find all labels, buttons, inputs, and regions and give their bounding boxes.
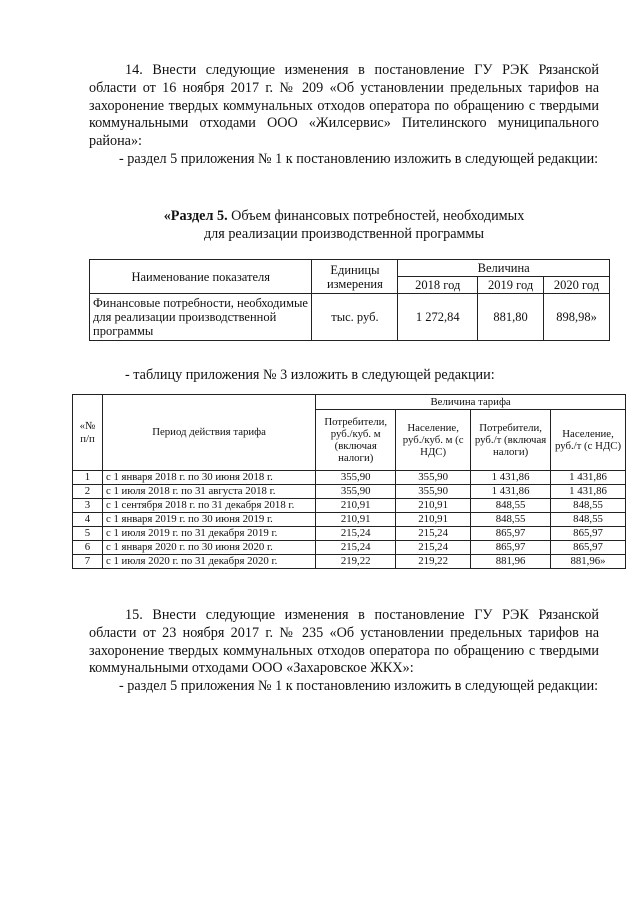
tariff-value: 355,90 xyxy=(396,485,471,499)
indicator-name: Финансовые потребности, необходимые для реализации производственной программы xyxy=(90,294,312,341)
header-number: «№ п/п xyxy=(73,395,103,471)
tariff-table xyxy=(72,394,626,569)
row-number: 2 xyxy=(73,485,103,499)
header-year: 2019 год xyxy=(478,277,544,294)
tariff-value: 215,24 xyxy=(396,541,471,555)
row-number: 4 xyxy=(73,513,103,527)
header-year: 2018 год xyxy=(398,277,478,294)
indicator-value: 898,98» xyxy=(544,294,610,341)
tariff-value: 355,90 xyxy=(396,471,471,485)
tariff-value: 210,91 xyxy=(316,513,396,527)
header-indicator-name: Наименование показателя xyxy=(90,260,312,294)
tariff-value: 1 431,86 xyxy=(551,471,626,485)
tariff-value: 219,22 xyxy=(396,555,471,569)
tariff-value: 865,97 xyxy=(551,527,626,541)
paragraph-14-instruction: - раздел 5 приложения № 1 к постановлению изложить в следующей редакции: xyxy=(119,150,599,167)
paragraph-14-text: 14. Внести следующие изменения в постановление ГУ РЭК Рязанской области от 16 ноября 2017 г. № 209 «Об установлении предельных тарифов на захоронение твердых коммунальных отходов оператора по обращению с твердыми коммунальными отходами ООО «Жилсервис» Пителинского муниципального района»: xyxy=(89,62,599,150)
tariff-value: 215,24 xyxy=(316,541,396,555)
row-number: 6 xyxy=(73,541,103,555)
section-5-title-line2: для реализации производственной программы xyxy=(203,225,485,242)
tariff-value: 848,55 xyxy=(551,499,626,513)
tariff-period: с 1 января 2020 г. по 30 июня 2020 г. xyxy=(102,541,315,555)
tariff-value: 1 431,86 xyxy=(471,471,551,485)
tariff-value: 1 431,86 xyxy=(471,485,551,499)
header-year: 2020 год xyxy=(544,277,610,294)
header-population-t: Население, руб./т (с НДС) xyxy=(551,410,626,471)
section-5-label: «Раздел 5. xyxy=(163,208,228,224)
row-number: 3 xyxy=(73,499,103,513)
indicator-value: 1 272,84 xyxy=(398,294,478,341)
row-number: 5 xyxy=(73,527,103,541)
table-row xyxy=(73,513,626,527)
paragraph-15-instruction: - раздел 5 приложения № 1 к постановлению изложить в следующей редакции: xyxy=(119,678,599,695)
tariff-table-body xyxy=(73,471,626,569)
table-row xyxy=(73,471,626,485)
tariff-value: 881,96 xyxy=(471,555,551,569)
tariff-value: 865,97 xyxy=(551,541,626,555)
header-units: Единицы измерения xyxy=(312,260,398,294)
header-consumers-t: Потребители, руб./т (включая налоги) xyxy=(471,410,551,471)
table-header-row xyxy=(90,260,610,277)
header-value: Величина xyxy=(398,260,610,277)
table-row xyxy=(73,499,626,513)
tariff-value: 215,24 xyxy=(396,527,471,541)
tariff-value: 355,90 xyxy=(316,471,396,485)
tariff-value: 355,90 xyxy=(316,485,396,499)
section-5-title: Объем финансовых потребностей, необходимых xyxy=(227,208,525,224)
tariff-value: 1 431,86 xyxy=(551,485,626,499)
tariff-value: 210,91 xyxy=(316,499,396,513)
row-number: 7 xyxy=(73,555,103,569)
tariff-period: с 1 июля 2019 г. по 31 декабря 2019 г. xyxy=(102,527,315,541)
tariff-value: 848,55 xyxy=(551,513,626,527)
tariff-period: с 1 января 2018 г. по 30 июня 2018 г. xyxy=(102,471,315,485)
tariff-period: с 1 июля 2018 г. по 31 августа 2018 г. xyxy=(102,485,315,499)
tariff-period: с 1 января 2019 г. по 30 июня 2019 г. xyxy=(102,513,315,527)
table-header-row xyxy=(73,395,626,410)
section-5-heading xyxy=(89,208,599,243)
header-consumers-m3: Потребители, руб./куб. м (включая налоги) xyxy=(316,410,396,471)
table-row xyxy=(73,555,626,569)
paragraph-15-text: 15. Внести следующие изменения в постановление ГУ РЭК Рязанской области от 23 ноября 2017 г. № 235 «Об установлении предельных тарифов на захоронение твердых коммунальных отходов оператора по обращению с твердыми коммунальными отходами ООО «Захаровское ЖКХ»: xyxy=(89,607,599,677)
indicator-unit: тыс. руб. xyxy=(312,294,398,341)
paragraph-14 xyxy=(89,62,599,169)
tariff-value: 210,91 xyxy=(396,513,471,527)
tariff-value: 215,24 xyxy=(316,527,396,541)
table-row xyxy=(73,485,626,499)
table-row xyxy=(73,527,626,541)
tariff-value: 219,22 xyxy=(316,555,396,569)
tariff-period: с 1 сентября 2018 г. по 31 декабря 2018 г. xyxy=(102,499,315,513)
tariff-value: 881,96» xyxy=(551,555,626,569)
header-period: Период действия тарифа xyxy=(102,395,315,471)
table-3-instruction: - таблицу приложения № 3 изложить в следующей редакции: xyxy=(125,367,495,383)
indicator-value: 881,80 xyxy=(478,294,544,341)
financial-needs-table xyxy=(89,259,610,341)
tariff-value: 865,97 xyxy=(471,527,551,541)
paragraph-15 xyxy=(89,607,599,696)
row-number: 1 xyxy=(73,471,103,485)
table-row xyxy=(90,294,610,341)
header-population-m3: Население, руб./куб. м (с НДС) xyxy=(396,410,471,471)
tariff-value: 865,97 xyxy=(471,541,551,555)
header-tariff-value: Величина тарифа xyxy=(316,395,626,410)
table-row xyxy=(73,541,626,555)
tariff-value: 848,55 xyxy=(471,513,551,527)
tariff-value: 210,91 xyxy=(396,499,471,513)
tariff-period: с 1 июля 2020 г. по 31 декабря 2020 г. xyxy=(102,555,315,569)
tariff-value: 848,55 xyxy=(471,499,551,513)
